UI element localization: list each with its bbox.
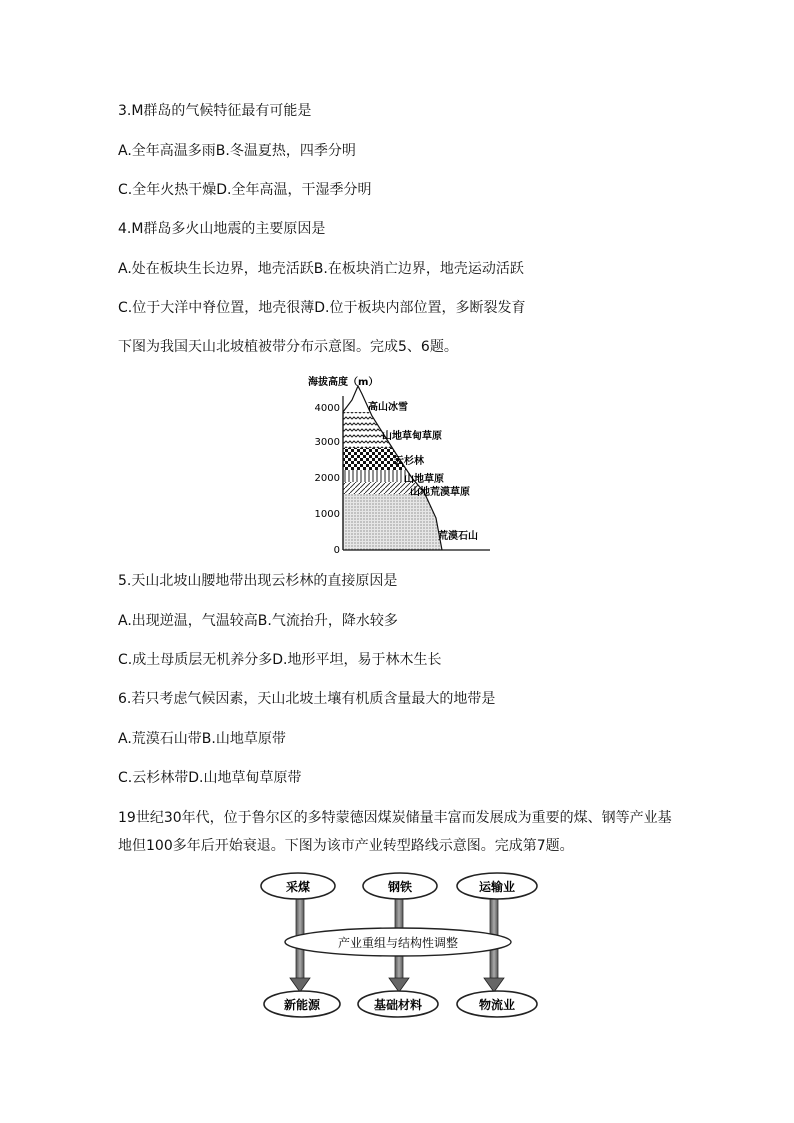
y-axis-title: 海拔高度（m） <box>308 377 379 388</box>
q4-options-ab: A.处在板块生长边界，地壳活跃B.在板块消亡边界，地壳运动活跃 <box>118 261 524 277</box>
zone-alpine-snow: 高山冰雪 <box>368 402 408 413</box>
zone-desert-rocky: 荒漠石山 <box>438 531 478 542</box>
label-transport: 运输业 <box>478 880 516 894</box>
label-basic-materials: 基础材料 <box>373 998 423 1012</box>
q6-stem: 6.若只考虑气候因素，天山北坡土壤有机质含量最大的地带是 <box>118 691 496 707</box>
zone-meadow-steppe: 山地草甸草原 <box>382 431 442 442</box>
q3-options-ab: A.全年高温多雨B.冬温夏热，四季分明 <box>118 143 356 159</box>
mountain-vegetation-figure <box>300 368 500 563</box>
q3-stem: 3.M群岛的气候特征最有可能是 <box>118 103 312 119</box>
tick-2000: 2000 <box>314 473 340 484</box>
label-restructuring: 产业重组与结构性调整 <box>337 936 459 950</box>
industry-transformation-figure <box>250 870 550 1020</box>
label-new-energy: 新能源 <box>283 998 321 1012</box>
q3-options-cd: C.全年火热干燥D.全年高温，干湿季分明 <box>118 182 372 198</box>
q5-stem: 5.天山北坡山腰地带出现云杉林的直接原因是 <box>118 573 398 589</box>
q6-options-ab: A.荒漠石山带B.山地草原带 <box>118 731 286 747</box>
label-coal-mining: 采煤 <box>285 880 311 894</box>
zone-spruce-forest: 云杉林 <box>394 456 424 467</box>
tick-4000: 4000 <box>314 403 340 414</box>
tick-1000: 1000 <box>314 509 340 520</box>
q5-options-ab: A.出现逆温，气温较高B.气流抬升，降水较多 <box>118 613 398 629</box>
zone-mountain-steppe: 山地草原 <box>404 474 444 485</box>
intro-q5-q6: 下图为我国天山北坡植被带分布示意图。完成5、6题。 <box>118 339 458 355</box>
label-steel: 钢铁 <box>387 880 413 894</box>
label-logistics: 物流业 <box>478 998 516 1012</box>
tick-3000: 3000 <box>314 437 340 448</box>
zone-desert-steppe: 山地荒漠草原 <box>410 487 470 498</box>
intro-q7: 19世纪30年代，位于鲁尔区的多特蒙德因煤炭储量丰富而发展成为重要的煤、钢等产业基地但100多年后开始衰退。下图为该市产业转型路线示意图。完成第7题。 <box>118 810 672 854</box>
q5-options-cd: C.成土母质层无机养分多D.地形平坦，易于林木生长 <box>118 652 442 668</box>
q4-stem: 4.M群岛多火山地震的主要原因是 <box>118 221 326 237</box>
tick-0: 0 <box>333 545 340 556</box>
q4-options-cd: C.位于大洋中脊位置，地壳很薄D.位于板块内部位置，多断裂发育 <box>118 300 526 316</box>
q6-options-cd: C.云杉林带D.山地草甸草原带 <box>118 770 302 786</box>
